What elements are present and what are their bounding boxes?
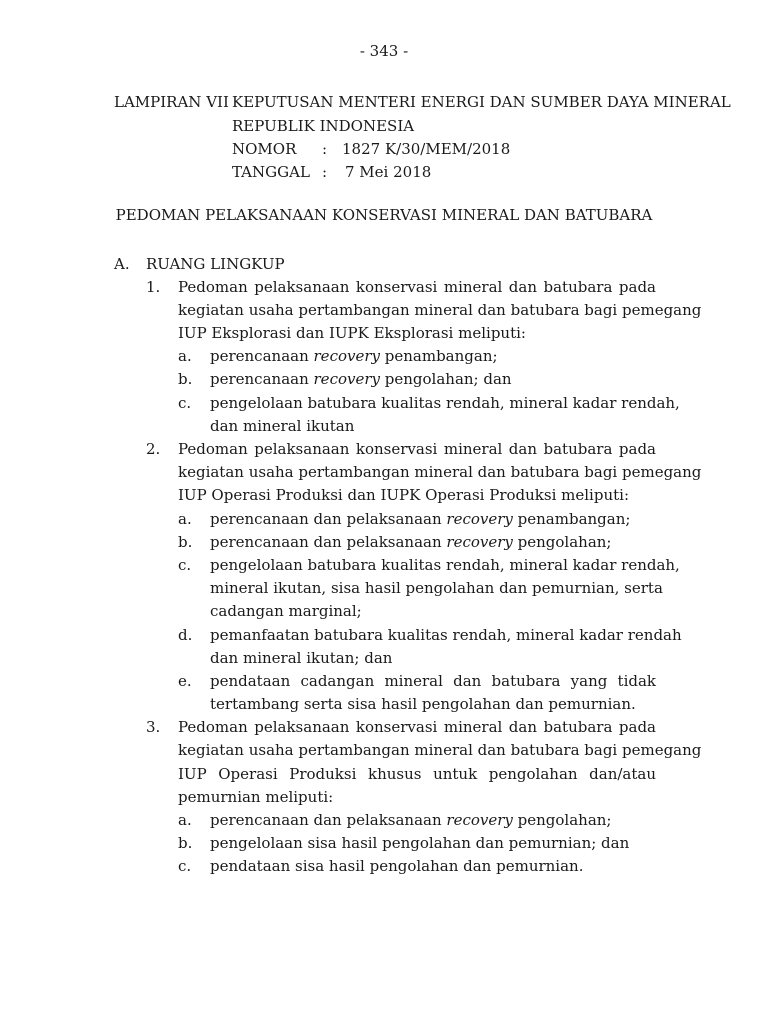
subitem-letter: d. (178, 626, 193, 644)
subitem-text: pendataan sisa hasil pengolahan dan pemurnian. (210, 857, 584, 875)
subitem-text: mineral ikutan, sisa hasil pengolahan dan pemurnian, serta (210, 579, 663, 597)
item-text-line: IUP Eksplorasi dan IUPK Eksplorasi meliputi: (178, 324, 526, 342)
page-number: - 343 - (359, 42, 409, 60)
subitem-text: cadangan marginal; (210, 602, 362, 620)
decree-title-line-2: REPUBLIK INDONESIA (232, 117, 415, 135)
subitem-text: perencanaan recovery penambangan; (210, 347, 498, 365)
document-title: PEDOMAN PELAKSANAAN KONSERVASI MINERAL DAN BATUBARA (115, 206, 653, 224)
subitem-text: pengelolaan batubara kualitas rendah, mineral kadar rendah, (210, 556, 680, 574)
subitem-text: pemanfaatan batubara kualitas rendah, mineral kadar rendah (210, 626, 682, 644)
item-text-line: Pedoman pelaksanaan konservasi mineral dan batubara pada (178, 440, 656, 458)
decree-title-line-1: KEPUTUSAN MENTERI ENERGI DAN SUMBER DAYA MINERAL (232, 93, 731, 111)
subitem-text: pengelolaan sisa hasil pengolahan dan pemurnian; dan (210, 834, 630, 852)
subitem-text: perencanaan dan pelaksanaan recovery pengolahan; (210, 533, 612, 551)
subitem-letter: c. (178, 556, 192, 574)
subitem-text: pengelolaan batubara kualitas rendah, mineral kadar rendah, (210, 394, 680, 412)
subitem-text: perencanaan recovery pengolahan; dan (210, 370, 512, 388)
section-heading: RUANG LINGKUP (146, 255, 285, 273)
item-number: 1. (146, 278, 161, 296)
subitem-text: perencanaan dan pelaksanaan recovery penambangan; (210, 510, 631, 528)
item-text-line: IUP Operasi Produksi khusus untuk pengolahan dan/atau (178, 765, 656, 783)
subitem-letter: a. (178, 811, 192, 829)
item-number: 3. (146, 718, 161, 736)
subitem-text: tertambang serta sisa hasil pengolahan dan pemurnian. (210, 695, 636, 713)
subitem-text: dan mineral ikutan (210, 417, 355, 435)
subitem-text: perencanaan dan pelaksanaan recovery pengolahan; (210, 811, 612, 829)
number-label: NOMOR (232, 140, 297, 158)
item-text-line: kegiatan usaha pertambangan mineral dan batubara bagi pemegang (178, 301, 702, 319)
attachment-label: LAMPIRAN VII (114, 93, 229, 111)
section-letter: A. (114, 255, 130, 273)
item-text-line: Pedoman pelaksanaan konservasi mineral dan batubara pada (178, 718, 656, 736)
date-value: 7 Mei 2018 (345, 163, 432, 181)
subitem-letter: e. (178, 672, 192, 690)
item-number: 2. (146, 440, 161, 458)
item-text-line: kegiatan usaha pertambangan mineral dan batubara bagi pemegang (178, 741, 702, 759)
subitem-letter: b. (178, 370, 193, 388)
item-text-line: Pedoman pelaksanaan konservasi mineral dan batubara pada (178, 278, 656, 296)
item-text-line: pemurnian meliputi: (178, 788, 334, 806)
subitem-letter: c. (178, 394, 192, 412)
subitem-text: dan mineral ikutan; dan (210, 649, 393, 667)
date-label: TANGGAL (232, 163, 310, 181)
number-value: 1827 K/30/MEM/2018 (342, 140, 511, 158)
subitem-letter: b. (178, 533, 193, 551)
item-text-line: IUP Operasi Produksi dan IUPK Operasi Produksi meliputi: (178, 486, 629, 504)
subitem-letter: b. (178, 834, 193, 852)
subitem-letter: a. (178, 510, 192, 528)
number-colon: : (322, 140, 328, 158)
item-text-line: kegiatan usaha pertambangan mineral dan batubara bagi pemegang (178, 463, 702, 481)
subitem-letter: c. (178, 857, 192, 875)
date-colon: : (322, 163, 328, 181)
subitem-letter: a. (178, 347, 192, 365)
subitem-text: pendataan cadangan mineral dan batubara yang tidak (210, 672, 656, 690)
